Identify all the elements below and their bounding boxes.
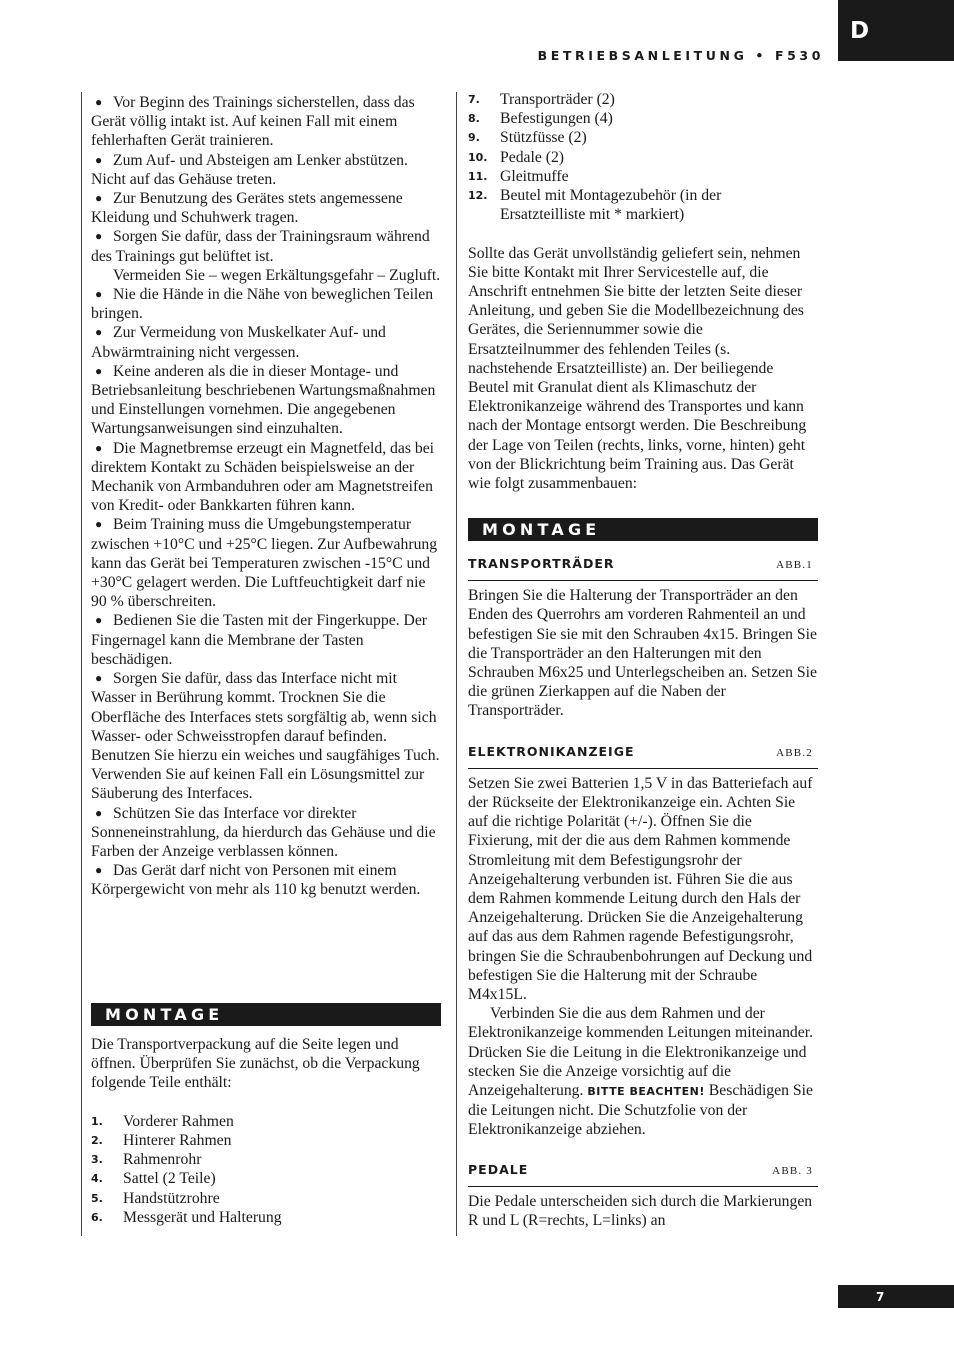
parts-list-continued: [468, 90, 818, 224]
subsection-heading: [468, 1160, 818, 1187]
safety-paragraph: Vermeiden Sie – wegen Erkältungsgefahr – Zugluft.: [113, 266, 441, 284]
list-item: [468, 186, 818, 224]
list-number: 6.: [91, 1210, 103, 1224]
elektronik-warning: Beschädigen Sie die Leitungen nicht. Die Schutzfolie von der Elektronikanzeige abziehen.: [468, 1082, 813, 1139]
list-text: Befestigungen (4): [500, 110, 613, 128]
right-column: [468, 90, 818, 493]
list-text: Pedale (2): [500, 148, 565, 166]
list-item: [468, 148, 818, 167]
safety-bullet: ● Die Magnetbremse erzeugt ein Magnetfeld, das bei direktem Kontakt zu Schäden beispielsweise an der Mechanik von Armbanduhren oder am Magnetstreifen von Kredit- oder Bankkarten führen kann.: [91, 439, 441, 516]
left-montage-block: [91, 1003, 441, 1227]
montage-section-header: MONTAGE: [468, 518, 818, 541]
page-number: 7: [876, 1289, 885, 1304]
safety-instructions: [91, 93, 441, 900]
subsection-heading: [468, 742, 818, 769]
safety-bullet: ● Beim Training muss die Umgebungstemperatur zwischen +10°C und +25°C liegen. Zur Aufbewahrung kann das Gerät bei Temperaturen zwischen -15°C und +30°C gelagert werden. Die Luftfeuchtigkeit darf nie 90 % überschreiten.: [91, 515, 441, 611]
elektronik-instructions: Setzen Sie zwei Batterien 1,5 V in das Batteriefach auf der Rückseite der Elektronikanzeige ein. Achten Sie auf die richtige Polarität (+/-). Öffnen Sie die Fixierung, mit der die aus dem Rahmen kommende Stromleitung mit dem Befestigungsrohr der Anzeigehalterung verbunden ist. Führen Sie die aus dem Rahmen kommende Leitung durch den Hals der Anzeigehalterung. Drücken Sie die Anzeigehalterung auf das aus dem Rahmen ragende Befestigungsrohr, bringen Sie die Schraubenbohrungen auf Deckung und befestigen Sie die Halterung mit der Schraube M4x15L.: [468, 774, 813, 1004]
list-number: 9.: [468, 131, 480, 145]
montage-section-header: MONTAGE: [91, 1003, 441, 1026]
list-number: 12.: [468, 189, 488, 203]
pedale-section: [468, 1160, 818, 1231]
elektronik-instructions-continued: [468, 1004, 818, 1139]
elektronik-section: [468, 742, 818, 1140]
language-tab: [838, 0, 954, 61]
subsection-title: TRANSPORTRÄDER: [468, 556, 615, 571]
parts-list: [91, 1112, 441, 1227]
page-number-tab: [838, 1285, 954, 1308]
safety-bullet: ● Zur Vermeidung von Muskelkater Auf- und Abwärmtraining nicht vergessen.: [91, 323, 441, 361]
figure-reference: ABB. 3: [772, 1164, 813, 1177]
transport-instructions: Bringen Sie die Halterung der Transporträder an den Enden des Querrohrs am vorderen Rahmenteil an und befestigen Sie sie mit den Schrauben 4x15. Bringen Sie die Transporträder an den Halterungen mit den Schrauben M6x25 und Unterlegscheiben an. Setzen Sie die grünen Zierkappen auf die Naben der Transporträder.: [468, 587, 817, 720]
list-number: 4.: [91, 1172, 103, 1186]
list-text: Transporträder (2): [500, 91, 615, 108]
list-item: [91, 1169, 441, 1188]
list-text: Hinterer Rahmen: [123, 1132, 232, 1149]
list-item: [468, 109, 818, 128]
list-item: [468, 167, 818, 186]
list-item: [91, 1131, 441, 1150]
left-column-rule: [81, 92, 82, 1236]
list-item: [91, 1150, 441, 1169]
list-number: 2.: [91, 1134, 103, 1147]
safety-bullet: ● Das Gerät darf nicht von Personen mit einem Körpergewicht von mehr als 110 kg benutzt werden.: [91, 861, 441, 899]
list-text: Beutel mit Montagezubehör (in der Ersatzteilliste mit * markiert): [500, 187, 722, 224]
safety-bullet: ● Nie die Hände in die Nähe von beweglichen Teilen bringen.: [91, 285, 441, 323]
list-number: 1.: [91, 1114, 103, 1128]
montage-intro: Die Transportverpackung auf die Seite legen und öffnen. Überprüfen Sie zunächst, ob die Verpackung folgende Teile enthält:: [91, 1036, 420, 1092]
elektronik-text: Verbinden Sie die aus dem Rahmen und der Elektronikanzeige kommenden Leitungen miteinander. Drücken Sie die Leitung in die Elektronikanzeige und stecken Sie die Anzeige vorsichtig auf die Anzeigehalterung.: [468, 1005, 814, 1100]
subsection-heading: [468, 554, 818, 581]
list-number: 10.: [468, 150, 488, 164]
safety-bullet: ● Zur Benutzung des Gerätes stets angemessene Kleidung und Schuhwerk tragen.: [91, 189, 441, 227]
list-text: Sattel (2 Teile): [123, 1170, 216, 1188]
middle-column-rule: [456, 92, 457, 1236]
right-montage-block: [468, 518, 818, 1230]
left-column: [91, 93, 441, 900]
list-text: Rahmenrohr: [123, 1151, 202, 1169]
delivery-note: Sollte das Gerät unvollständig geliefert sein, nehmen Sie bitte Kontakt mit Ihrer Servicestelle auf, die Anschrift entnehmen Sie bitte der letzten Seite dieser Anleitung, und geben Sie die Modellbezeichnung des Gerätes, die Seriennummer sowie die Ersatzteilnummer des fehlenden Teiles (s. nachstehende Ersatzteilliste) an. Der beiliegende Beutel mit Granulat dient als Klimaschutz der Elektronikanzeige während des Transportes und kann nach der Montage entsorgt werden. Die Beschreibung der Lage von Teilen (rechts, links, vorne, hinten) geht von der Blickrichtung beim Training aus. Das Gerät wie folgt zusammenbauen:: [468, 244, 807, 493]
transport-section: [468, 554, 818, 721]
figure-reference: ABB.1: [776, 559, 813, 571]
list-number: 8.: [468, 112, 480, 126]
list-number: 7.: [468, 93, 480, 106]
list-item: [91, 1189, 441, 1208]
list-number: 5.: [91, 1191, 103, 1205]
safety-bullet: ● Schützen Sie das Interface vor direkter Sonneneinstrahlung, da hierdurch das Gehäuse und die Farben der Anzeige verblassen können.: [91, 804, 441, 862]
subsection-title: ELEKTRONIKANZEIGE: [468, 743, 635, 759]
list-text: Gleitmuffe: [500, 167, 569, 185]
list-item: [91, 1208, 441, 1227]
document-header-title: BETRIEBSANLEITUNG • F530: [537, 48, 824, 63]
subsection-title: PEDALE: [468, 1161, 529, 1177]
list-text: Stützfüsse (2): [500, 129, 587, 147]
list-item: [468, 90, 818, 109]
list-text: Vorderer Rahmen: [123, 1112, 234, 1130]
safety-bullet: ● Zum Auf- und Absteigen am Lenker abstützen. Nicht auf das Gehäuse treten.: [91, 151, 441, 189]
note-label: BITTE BEACHTEN!: [587, 1085, 705, 1099]
pedale-instructions: Die Pedale unterscheiden sich durch die Markierungen R und L (R=rechts, L=links) an: [468, 1192, 813, 1230]
figure-reference: ABB.2: [776, 746, 813, 759]
list-number: 11.: [468, 169, 488, 183]
safety-bullet: ● Sorgen Sie dafür, dass der Trainingsraum während des Trainings gut belüftet ist.: [91, 227, 441, 265]
list-item: [468, 128, 818, 147]
language-tab-label: D: [850, 17, 870, 44]
list-item: [91, 1112, 441, 1131]
list-text: Handstützrohre: [123, 1189, 220, 1207]
safety-bullet: ● Vor Beginn des Trainings sicherstellen, dass das Gerät völlig intakt ist. Auf keinen Fall mit einem fehlerhaften Gerät trainieren.: [91, 93, 441, 151]
safety-bullet: ● Bedienen Sie die Tasten mit der Fingerkuppe. Der Fingernagel kann die Membrane der Tasten beschädigen.: [91, 611, 441, 669]
safety-bullet: ● Sorgen Sie dafür, dass das Interface nicht mit Wasser in Berührung kommt. Trocknen Sie die Oberfläche des Interfaces stets sorgfältig ab, wenn sich Wasser- oder Schweisstropfen darauf befinden. Benutzen Sie hierzu ein weiches und saugfähiges Tuch. Verwenden Sie auf keinen Fall ein Lösungsmittel zur Säuberung des Interfaces.: [91, 669, 441, 803]
list-text: Messgerät und Halterung: [123, 1208, 282, 1226]
safety-bullet: ● Keine anderen als die in dieser Montage- und Betriebsanleitung beschriebenen Wartungsmaßnahmen und Einstellungen vornehmen. Die angegebenen Wartungsanweisungen sind einzuhalten.: [91, 362, 441, 439]
list-number: 3.: [91, 1153, 103, 1167]
